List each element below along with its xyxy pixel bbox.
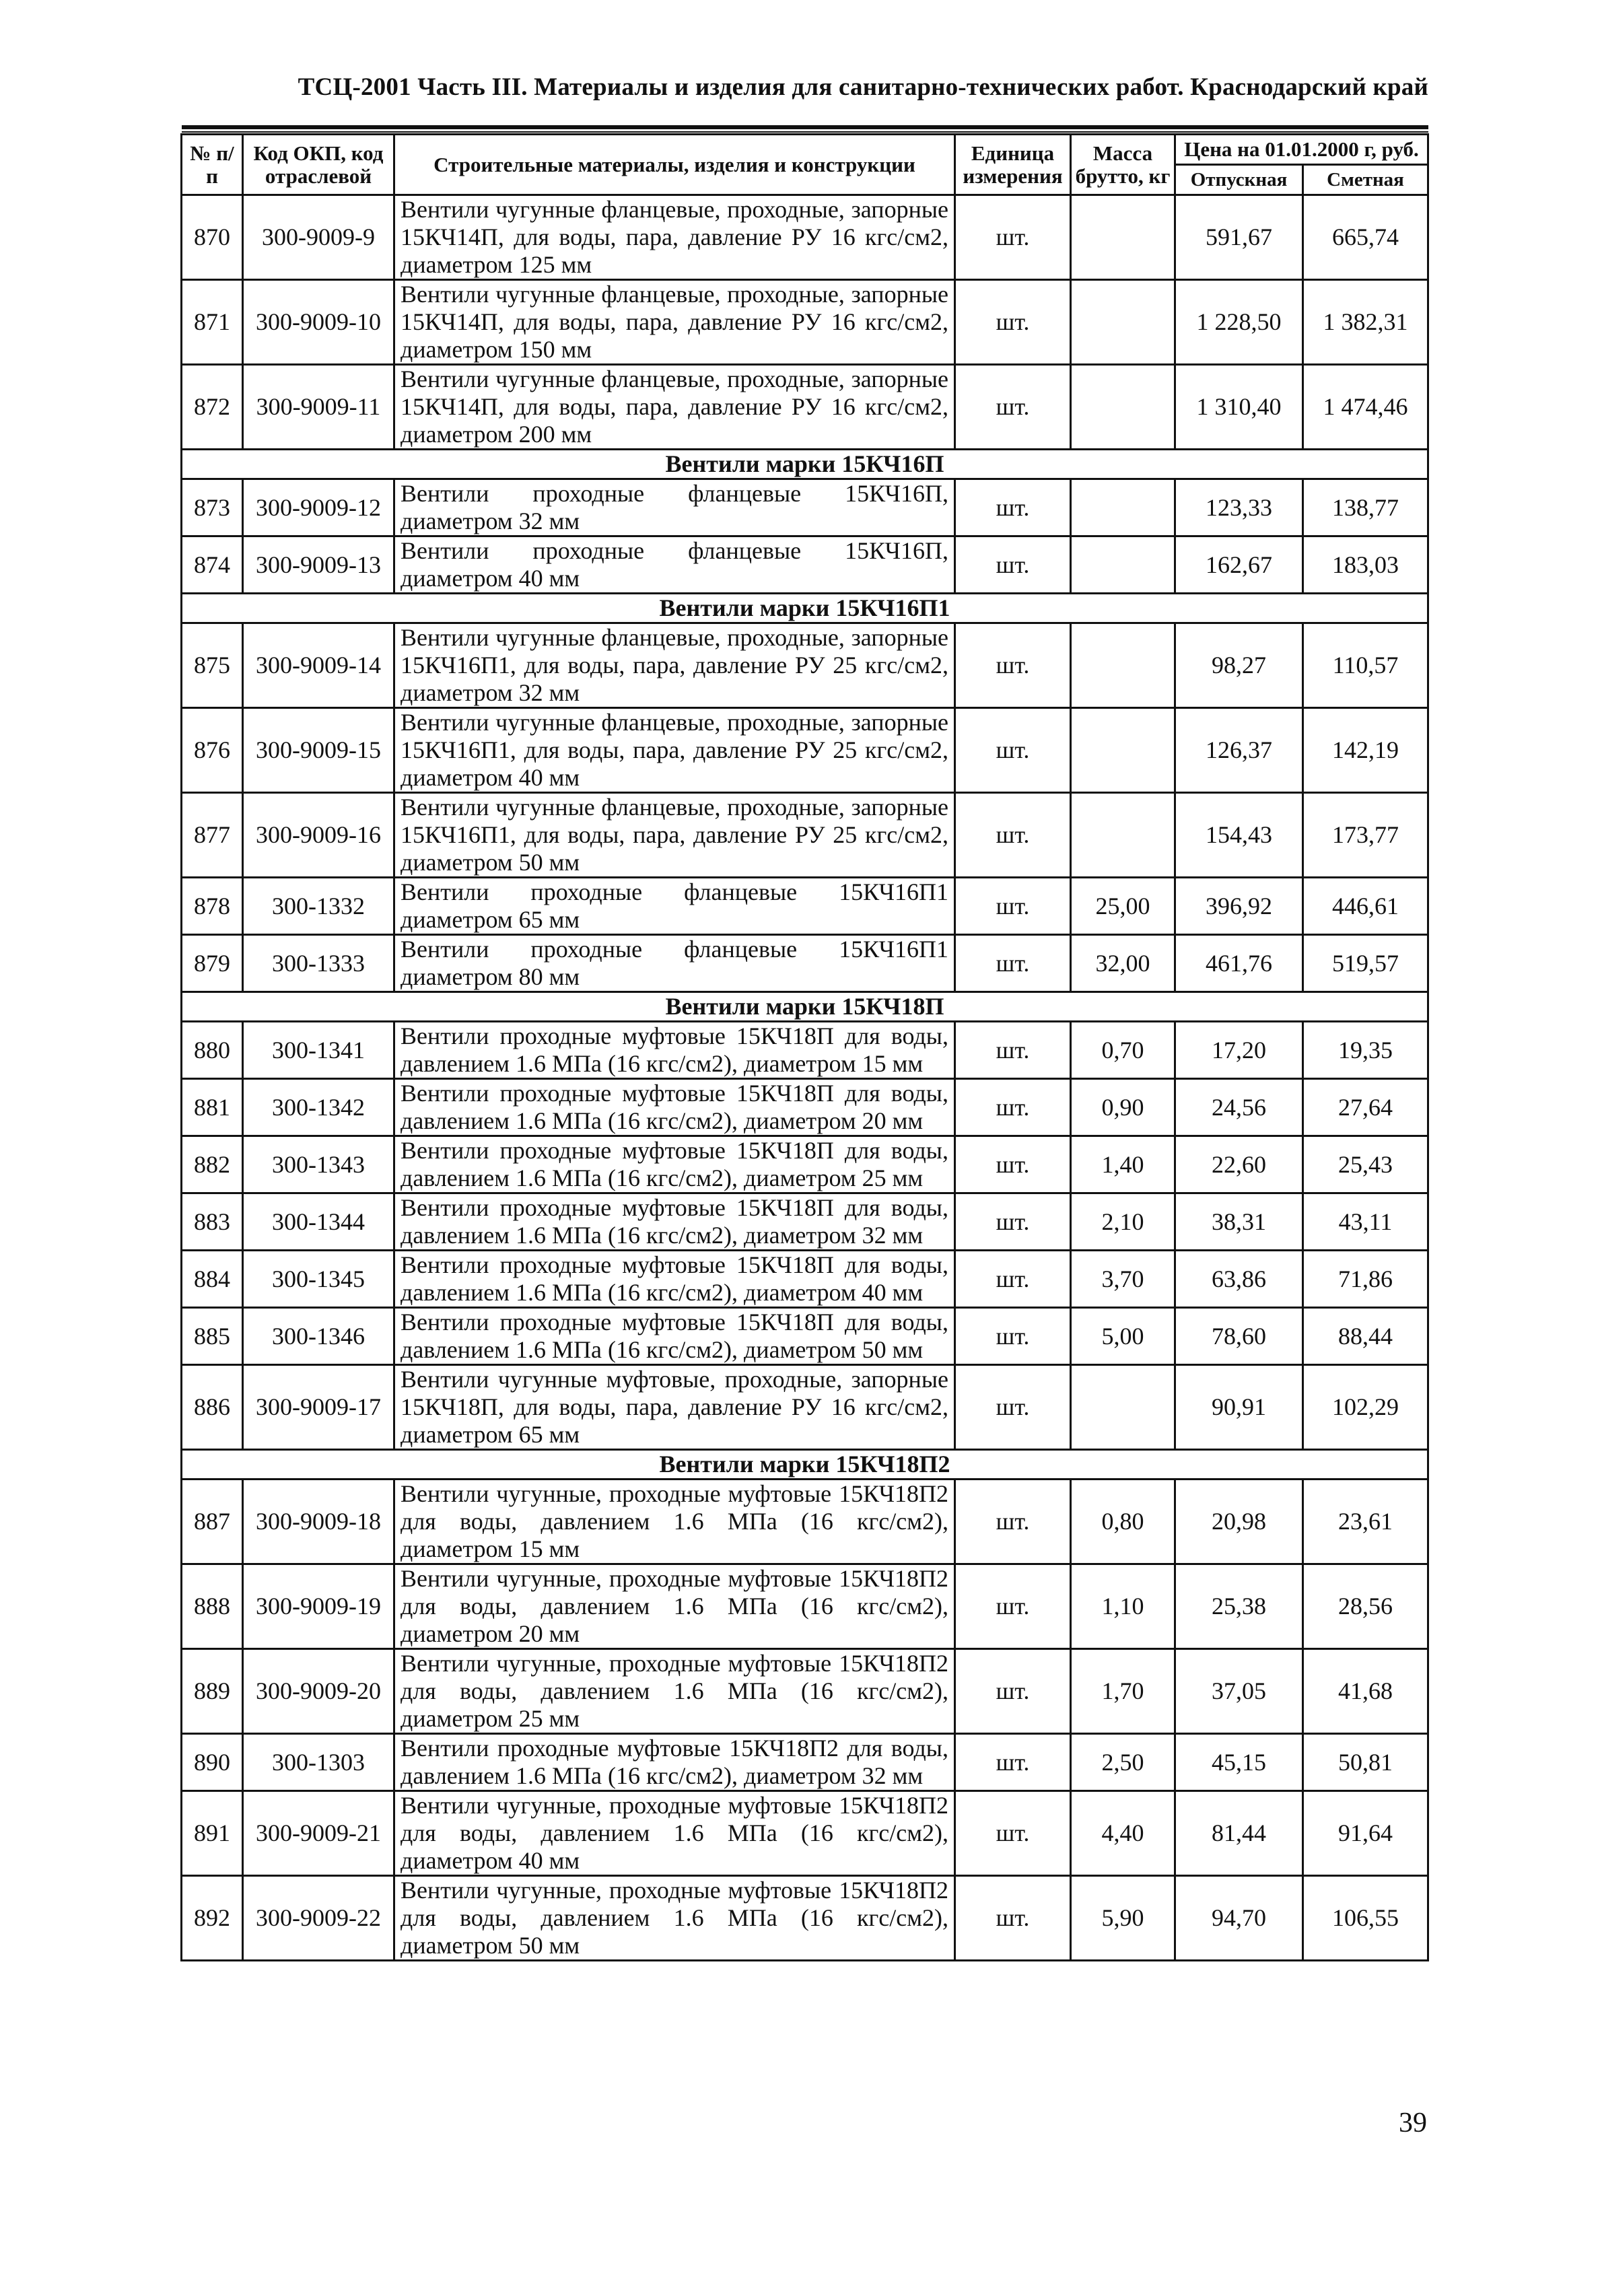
row-description: Вентили проходные фланцевые 15КЧ16П, диаметром 32 мм: [394, 479, 955, 536]
row-unit: шт.: [955, 195, 1071, 280]
row-price-estimate: 173,77: [1303, 793, 1428, 878]
row-num: 883: [182, 1193, 243, 1251]
table-head: [182, 135, 1428, 195]
col-header-code: Код ОКП, код отраслевой: [243, 135, 394, 195]
row-unit: шт.: [955, 1791, 1071, 1876]
row-code: 300-9009-21: [243, 1791, 394, 1876]
row-price-release: 98,27: [1175, 623, 1303, 708]
row-num: 886: [182, 1365, 243, 1450]
row-price-estimate: 41,68: [1303, 1649, 1428, 1734]
row-mass: 1,70: [1071, 1649, 1175, 1734]
page-header: [182, 34, 1428, 128]
table-row: [182, 1564, 1428, 1649]
row-mass: [1071, 479, 1175, 536]
row-price-release: 78,60: [1175, 1308, 1303, 1365]
section-heading: Вентили марки 15КЧ18П: [182, 992, 1428, 1022]
row-num: 885: [182, 1308, 243, 1365]
row-unit: шт.: [955, 1251, 1071, 1308]
row-unit: шт.: [955, 878, 1071, 935]
row-price-estimate: 23,61: [1303, 1480, 1428, 1564]
row-price-release: 25,38: [1175, 1564, 1303, 1649]
row-code: 300-1341: [243, 1022, 394, 1079]
section-heading-row: [182, 594, 1428, 623]
row-description: Вентили проходные муфтовые 15КЧ18П2 для воды, давлением 1.6 МПа (16 кгс/см2), диаметром 32 мм: [394, 1734, 955, 1791]
table-row: [182, 1365, 1428, 1450]
row-price-estimate: 102,29: [1303, 1365, 1428, 1450]
document-title: ТСЦ-2001 Часть III. Материалы и изделия для санитарно-технических работ. Краснодарский край: [298, 73, 1428, 101]
row-unit: шт.: [955, 1876, 1071, 1961]
row-price-release: 1 310,40: [1175, 365, 1303, 450]
table-row: [182, 623, 1428, 708]
table-row: [182, 1649, 1428, 1734]
row-price-release: 591,67: [1175, 195, 1303, 280]
row-num: 879: [182, 935, 243, 992]
row-code: 300-1333: [243, 935, 394, 992]
row-unit: шт.: [955, 1022, 1071, 1079]
row-mass: [1071, 793, 1175, 878]
row-mass: [1071, 623, 1175, 708]
row-code: 300-9009-17: [243, 1365, 394, 1450]
table-row: [182, 1079, 1428, 1136]
row-unit: шт.: [955, 623, 1071, 708]
row-description: Вентили проходные муфтовые 15КЧ18П для воды, давлением 1.6 МПа (16 кгс/см2), диаметром 20 мм: [394, 1079, 955, 1136]
row-price-estimate: 88,44: [1303, 1308, 1428, 1365]
row-price-estimate: 43,11: [1303, 1193, 1428, 1251]
table-row: [182, 878, 1428, 935]
row-num: 872: [182, 365, 243, 450]
row-code: 300-1343: [243, 1136, 394, 1193]
row-mass: 1,40: [1071, 1136, 1175, 1193]
row-description: Вентили проходные муфтовые 15КЧ18П для воды, давлением 1.6 МПа (16 кгс/см2), диаметром 25 мм: [394, 1136, 955, 1193]
table-row: [182, 195, 1428, 280]
page-number: 39: [1399, 2108, 1427, 2138]
section-heading-row: [182, 1450, 1428, 1480]
row-price-estimate: 1 382,31: [1303, 280, 1428, 365]
table-row: [182, 935, 1428, 992]
row-price-estimate: 183,03: [1303, 536, 1428, 594]
row-num: 870: [182, 195, 243, 280]
row-num: 892: [182, 1876, 243, 1961]
row-mass: [1071, 365, 1175, 450]
row-code: 300-1342: [243, 1079, 394, 1136]
row-price-release: 63,86: [1175, 1251, 1303, 1308]
row-price-release: 94,70: [1175, 1876, 1303, 1961]
row-code: 300-9009-9: [243, 195, 394, 280]
row-mass: 1,10: [1071, 1564, 1175, 1649]
row-unit: шт.: [955, 1079, 1071, 1136]
row-mass: 5,00: [1071, 1308, 1175, 1365]
row-unit: шт.: [955, 1480, 1071, 1564]
row-code: 300-9009-22: [243, 1876, 394, 1961]
row-unit: шт.: [955, 935, 1071, 992]
row-description: Вентили проходные муфтовые 15КЧ18П для воды, давлением 1.6 МПа (16 кгс/см2), диаметром 50 мм: [394, 1308, 955, 1365]
row-code: 300-9009-16: [243, 793, 394, 878]
row-unit: шт.: [955, 1193, 1071, 1251]
table-row: [182, 1308, 1428, 1365]
row-price-release: 81,44: [1175, 1791, 1303, 1876]
row-num: 876: [182, 708, 243, 793]
row-price-estimate: 519,57: [1303, 935, 1428, 992]
row-unit: шт.: [955, 1365, 1071, 1450]
col-header-price: Цена на 01.01.2000 г, руб.: [1175, 135, 1428, 165]
row-description: Вентили чугунные, проходные муфтовые 15КЧ18П2 для воды, давлением 1.6 МПа (16 кгс/см2), диаметром 25 мм: [394, 1649, 955, 1734]
row-code: 300-1344: [243, 1193, 394, 1251]
row-mass: 0,90: [1071, 1079, 1175, 1136]
row-description: Вентили чугунные фланцевые, проходные, запорные 15КЧ16П1, для воды, пара, давление РУ 25 кгс/см2, диаметром 32 мм: [394, 623, 955, 708]
row-num: 871: [182, 280, 243, 365]
section-heading-row: [182, 450, 1428, 479]
row-mass: [1071, 536, 1175, 594]
row-code: 300-1345: [243, 1251, 394, 1308]
row-num: 881: [182, 1079, 243, 1136]
row-unit: шт.: [955, 536, 1071, 594]
row-price-estimate: 1 474,46: [1303, 365, 1428, 450]
table-row: [182, 1136, 1428, 1193]
row-mass: 32,00: [1071, 935, 1175, 992]
row-description: Вентили проходные фланцевые 15КЧ16П, диаметром 40 мм: [394, 536, 955, 594]
row-code: 300-9009-12: [243, 479, 394, 536]
row-price-estimate: 27,64: [1303, 1079, 1428, 1136]
row-description: Вентили чугунные фланцевые, проходные, запорные 15КЧ16П1, для воды, пара, давление РУ 25 кгс/см2, диаметром 40 мм: [394, 708, 955, 793]
row-mass: 25,00: [1071, 878, 1175, 935]
row-description: Вентили чугунные фланцевые, проходные, запорные 15КЧ14П, для воды, пара, давление РУ 16 кгс/см2, диаметром 125 мм: [394, 195, 955, 280]
row-num: 891: [182, 1791, 243, 1876]
row-unit: шт.: [955, 1649, 1071, 1734]
row-unit: шт.: [955, 708, 1071, 793]
row-mass: 4,40: [1071, 1791, 1175, 1876]
materials-table: [180, 133, 1429, 1961]
row-description: Вентили проходные муфтовые 15КЧ18П для воды, давлением 1.6 МПа (16 кгс/см2), диаметром 40 мм: [394, 1251, 955, 1308]
row-unit: шт.: [955, 365, 1071, 450]
col-header-desc: Строительные материалы, изделия и конструкции: [394, 135, 955, 195]
row-price-release: 90,91: [1175, 1365, 1303, 1450]
table-row: [182, 793, 1428, 878]
row-mass: [1071, 1365, 1175, 1450]
row-mass: [1071, 708, 1175, 793]
table-row: [182, 1193, 1428, 1251]
table-row: [182, 1251, 1428, 1308]
row-unit: шт.: [955, 793, 1071, 878]
row-num: 890: [182, 1734, 243, 1791]
row-mass: 2,50: [1071, 1734, 1175, 1791]
row-num: 880: [182, 1022, 243, 1079]
row-price-estimate: 50,81: [1303, 1734, 1428, 1791]
row-code: 300-1303: [243, 1734, 394, 1791]
header-rule-thin: [182, 131, 1428, 133]
table-row: [182, 536, 1428, 594]
row-description: Вентили чугунные, проходные муфтовые 15КЧ18П2 для воды, давлением 1.6 МПа (16 кгс/см2), диаметром 20 мм: [394, 1564, 955, 1649]
row-num: 875: [182, 623, 243, 708]
row-unit: шт.: [955, 1136, 1071, 1193]
col-header-unit: Единица измерения: [955, 135, 1071, 195]
row-price-estimate: 110,57: [1303, 623, 1428, 708]
row-unit: шт.: [955, 1734, 1071, 1791]
row-mass: 2,10: [1071, 1193, 1175, 1251]
col-header-price-release: Отпускная: [1175, 165, 1303, 195]
section-heading: Вентили марки 15КЧ18П2: [182, 1450, 1428, 1480]
row-num: 878: [182, 878, 243, 935]
table-row: [182, 280, 1428, 365]
row-code: 300-9009-14: [243, 623, 394, 708]
table-row: [182, 1022, 1428, 1079]
row-price-release: 22,60: [1175, 1136, 1303, 1193]
row-description: Вентили проходные фланцевые 15КЧ16П1 диаметром 65 мм: [394, 878, 955, 935]
row-mass: 3,70: [1071, 1251, 1175, 1308]
row-price-release: 24,56: [1175, 1079, 1303, 1136]
row-mass: 5,90: [1071, 1876, 1175, 1961]
row-description: Вентили чугунные, проходные муфтовые 15КЧ18П2 для воды, давлением 1.6 МПа (16 кгс/см2), диаметром 50 мм: [394, 1876, 955, 1961]
row-description: Вентили чугунные фланцевые, проходные, запорные 15КЧ16П1, для воды, пара, давление РУ 25 кгс/см2, диаметром 50 мм: [394, 793, 955, 878]
row-num: 888: [182, 1564, 243, 1649]
row-code: 300-9009-20: [243, 1649, 394, 1734]
table-row: [182, 365, 1428, 450]
row-price-release: 20,98: [1175, 1480, 1303, 1564]
row-price-release: 1 228,50: [1175, 280, 1303, 365]
row-description: Вентили чугунные фланцевые, проходные, запорные 15КЧ14П, для воды, пара, давление РУ 16 кгс/см2, диаметром 150 мм: [394, 280, 955, 365]
row-mass: 0,80: [1071, 1480, 1175, 1564]
row-price-release: 461,76: [1175, 935, 1303, 992]
table-row: [182, 479, 1428, 536]
section-heading: Вентили марки 15КЧ16П1: [182, 594, 1428, 623]
row-price-estimate: 71,86: [1303, 1251, 1428, 1308]
row-mass: [1071, 195, 1175, 280]
row-price-estimate: 91,64: [1303, 1791, 1428, 1876]
row-price-release: 162,67: [1175, 536, 1303, 594]
row-price-release: 38,31: [1175, 1193, 1303, 1251]
row-price-estimate: 19,35: [1303, 1022, 1428, 1079]
row-description: Вентили чугунные, проходные муфтовые 15КЧ18П2 для воды, давлением 1.6 МПа (16 кгс/см2), диаметром 15 мм: [394, 1480, 955, 1564]
row-num: 887: [182, 1480, 243, 1564]
row-code: 300-1332: [243, 878, 394, 935]
row-price-release: 126,37: [1175, 708, 1303, 793]
row-code: 300-9009-13: [243, 536, 394, 594]
table-row: [182, 1876, 1428, 1961]
row-num: 873: [182, 479, 243, 536]
row-code: 300-1346: [243, 1308, 394, 1365]
section-heading-row: [182, 992, 1428, 1022]
row-price-estimate: 138,77: [1303, 479, 1428, 536]
row-price-estimate: 142,19: [1303, 708, 1428, 793]
row-num: 882: [182, 1136, 243, 1193]
row-unit: шт.: [955, 280, 1071, 365]
table-row: [182, 708, 1428, 793]
row-price-release: 154,43: [1175, 793, 1303, 878]
row-mass: [1071, 280, 1175, 365]
row-description: Вентили проходные муфтовые 15КЧ18П для воды, давлением 1.6 МПа (16 кгс/см2), диаметром 15 мм: [394, 1022, 955, 1079]
row-code: 300-9009-18: [243, 1480, 394, 1564]
row-unit: шт.: [955, 479, 1071, 536]
row-price-release: 123,33: [1175, 479, 1303, 536]
section-heading: Вентили марки 15КЧ16П: [182, 450, 1428, 479]
row-description: Вентили чугунные муфтовые, проходные, запорные 15КЧ18П, для воды, пара, давление РУ 16 кгс/см2, диаметром 65 мм: [394, 1365, 955, 1450]
row-price-estimate: 28,56: [1303, 1564, 1428, 1649]
row-price-release: 396,92: [1175, 878, 1303, 935]
row-mass: 0,70: [1071, 1022, 1175, 1079]
row-description: Вентили проходные фланцевые 15КЧ16П1 диаметром 80 мм: [394, 935, 955, 992]
row-price-estimate: 106,55: [1303, 1876, 1428, 1961]
row-price-estimate: 446,61: [1303, 878, 1428, 935]
row-num: 889: [182, 1649, 243, 1734]
col-header-price-estimate: Сметная: [1303, 165, 1428, 195]
row-num: 874: [182, 536, 243, 594]
row-unit: шт.: [955, 1564, 1071, 1649]
table-row: [182, 1480, 1428, 1564]
row-price-estimate: 665,74: [1303, 195, 1428, 280]
row-description: Вентили проходные муфтовые 15КЧ18П для воды, давлением 1.6 МПа (16 кгс/см2), диаметром 32 мм: [394, 1193, 955, 1251]
row-code: 300-9009-11: [243, 365, 394, 450]
row-description: Вентили чугунные фланцевые, проходные, запорные 15КЧ14П, для воды, пара, давление РУ 16 кгс/см2, диаметром 200 мм: [394, 365, 955, 450]
row-description: Вентили чугунные, проходные муфтовые 15КЧ18П2 для воды, давлением 1.6 МПа (16 кгс/см2), диаметром 40 мм: [394, 1791, 955, 1876]
row-code: 300-9009-15: [243, 708, 394, 793]
table-body: [182, 195, 1428, 1961]
row-price-release: 37,05: [1175, 1649, 1303, 1734]
table-row: [182, 1791, 1428, 1876]
row-price-release: 17,20: [1175, 1022, 1303, 1079]
table-row: [182, 1734, 1428, 1791]
header-rule-thick: [182, 125, 1428, 129]
row-price-release: 45,15: [1175, 1734, 1303, 1791]
row-unit: шт.: [955, 1308, 1071, 1365]
row-num: 877: [182, 793, 243, 878]
col-header-mass: Масса брутто, кг: [1071, 135, 1175, 195]
row-code: 300-9009-10: [243, 280, 394, 365]
col-header-num: № п/п: [182, 135, 243, 195]
row-code: 300-9009-19: [243, 1564, 394, 1649]
row-num: 884: [182, 1251, 243, 1308]
row-price-estimate: 25,43: [1303, 1136, 1428, 1193]
